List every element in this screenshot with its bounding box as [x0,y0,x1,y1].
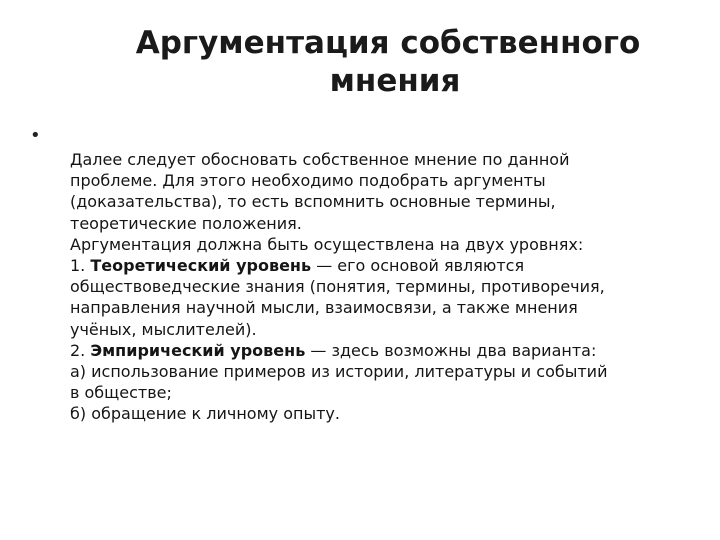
body-line: а) использование примеров из истории, литературы и событий [70,362,608,382]
bullet-marker: • [30,125,41,146]
empirical-level-heading: Эмпирический уровень [90,340,306,360]
body-line: обществоведческие знания (понятия, термины, противоречия, [70,277,605,297]
slide-title [40,24,680,100]
body-line: направления научной мысли, взаимосвязи, а также мнения [70,298,578,318]
body-line: б) обращение к личному опыту. [70,404,340,424]
empirical-level-line [70,340,700,361]
body-line: теоретические положения. [70,213,302,233]
list-number: 2. [70,340,91,360]
body-text [70,149,700,425]
body-line: Аргументация должна быть осуществлена на двух уровнях: [70,234,584,254]
theoretical-level-text: — его основой являются [311,256,525,276]
list-number: 1. [70,256,91,276]
title-line-2: мнения [329,63,461,99]
title-line-1: Аргументация собственного [135,25,641,61]
body-line: учёных, мыслителей). [70,319,257,339]
empirical-level-text: — здесь возможны два варианта: [305,340,597,360]
theoretical-level-line [70,255,700,276]
body-line: в обществе; [70,383,172,403]
body-line: проблеме. Для этого необходимо подобрать аргументы [70,171,546,191]
theoretical-level-heading: Теоретический уровень [90,256,312,276]
body-line: (доказательства), то есть вспомнить основные термины, [70,192,556,212]
body-line: Далее следует обосновать собственное мнение по данной [70,150,570,169]
